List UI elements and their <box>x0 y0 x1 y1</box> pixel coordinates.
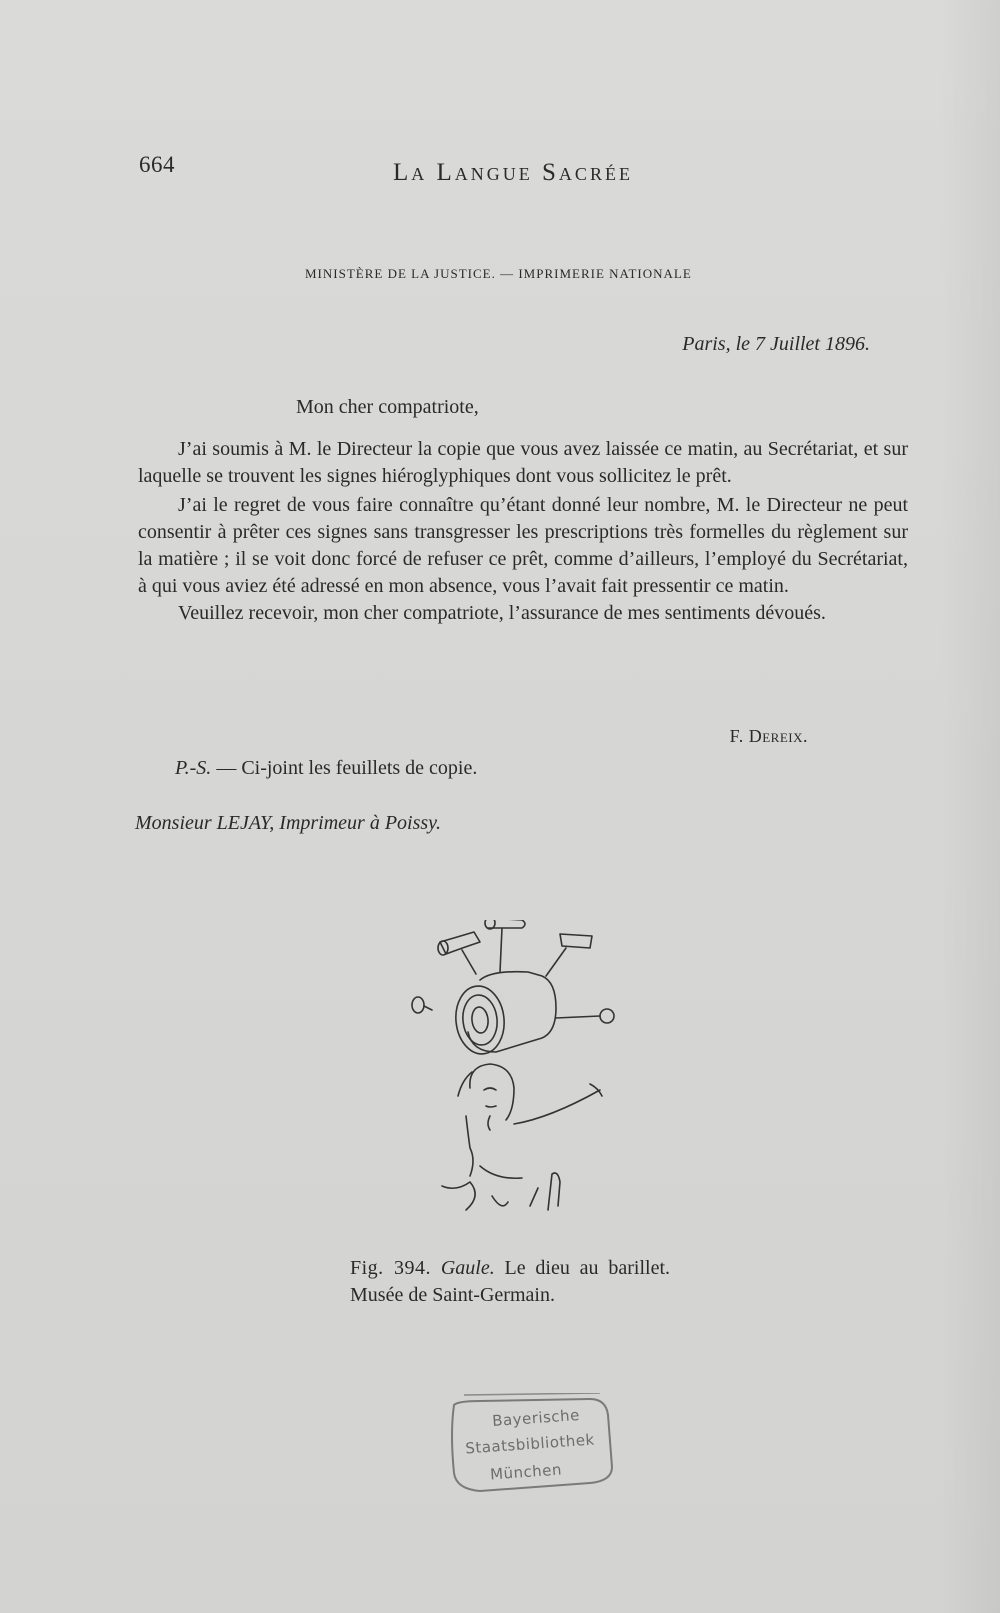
stem-top-right <box>546 948 566 976</box>
library-stamp <box>440 1393 620 1501</box>
postscript-label: P.-S. <box>175 757 212 779</box>
lower-left <box>442 1182 475 1210</box>
letterhead: MINISTÈRE DE LA JUSTICE. — IMPRIMERIE NATIONALE <box>305 266 692 281</box>
small-ring-left <box>412 997 424 1013</box>
barrel-face-inner <box>471 1006 490 1034</box>
god-with-barrel-illustration <box>410 920 630 1240</box>
caption-place: Gaule. <box>440 1257 495 1279</box>
drapery <box>480 1166 522 1178</box>
ring-right <box>600 1009 614 1023</box>
page-edge-shadow <box>940 0 1000 1613</box>
dateline: Paris, le 7 Juillet 1896. <box>682 333 870 355</box>
lower-right <box>530 1173 560 1210</box>
arm-right <box>514 1090 600 1124</box>
caption-number: Fig. 394. <box>350 1257 431 1279</box>
body-left <box>466 1116 473 1176</box>
stamp-line-2: Staatsbibliothek <box>464 1430 596 1458</box>
chin <box>488 1116 490 1130</box>
stem-right <box>556 1016 600 1018</box>
postscript <box>175 757 477 780</box>
letter-paragraph: J’ai le regret de vous faire connaître qu’étant donné leur nombre, M. le Directeur ne peut consentir à prêter ces signes sans transgresser les prescriptions très formelles du règlement sur la matière ; il se voit donc forcé de refuser ce prêt, comme d’ailleurs, l’employé du Secrétariat, à qui vous aviez été adressé en mon absence, vous l’avait fait pressentir ce matin. <box>138 494 908 597</box>
postscript-text: — Ci-joint les feuillets de copie. <box>211 757 478 779</box>
barrel-body <box>468 972 556 1052</box>
salutation: Mon cher compatriote, <box>296 396 479 418</box>
caption-text: Le dieu au barillet. Musée de Saint-Germain. <box>350 1257 670 1306</box>
letter-paragraph: J’ai soumis à M. le Directeur la copie que vous avez laissée ce matin, au Secrétariat, et sur laquelle se trouvent les signes hiéroglyphiques dont vous sollicitez le prêt. <box>138 438 908 487</box>
letter-paragraph: Veuillez recevoir, mon cher compatriote, l’assurance de mes sentiments dévoués. <box>178 602 826 624</box>
barrel-face-middle <box>460 993 499 1046</box>
eyes <box>484 1088 496 1090</box>
letter-body <box>138 436 908 627</box>
page-number: 664 <box>139 152 175 177</box>
addressee: Monsieur LEJAY, Imprimeur à Poissy. <box>135 812 441 834</box>
small-barrel-top-right <box>560 934 592 948</box>
figure-god-with-barrel <box>410 920 630 1240</box>
head-hair <box>470 1064 514 1120</box>
signature: F. Dereix. <box>729 726 808 746</box>
stem-top-center <box>500 928 502 972</box>
running-title: La Langue Sacrée <box>393 159 633 186</box>
stamp-line-1: Bayerische <box>491 1405 581 1431</box>
stamp-line-3: München <box>489 1460 563 1484</box>
mouth <box>486 1106 496 1107</box>
lower-mid <box>492 1196 508 1206</box>
ring-tick <box>424 1006 432 1010</box>
stem-top-left <box>462 950 476 974</box>
figure-caption <box>350 1255 670 1309</box>
